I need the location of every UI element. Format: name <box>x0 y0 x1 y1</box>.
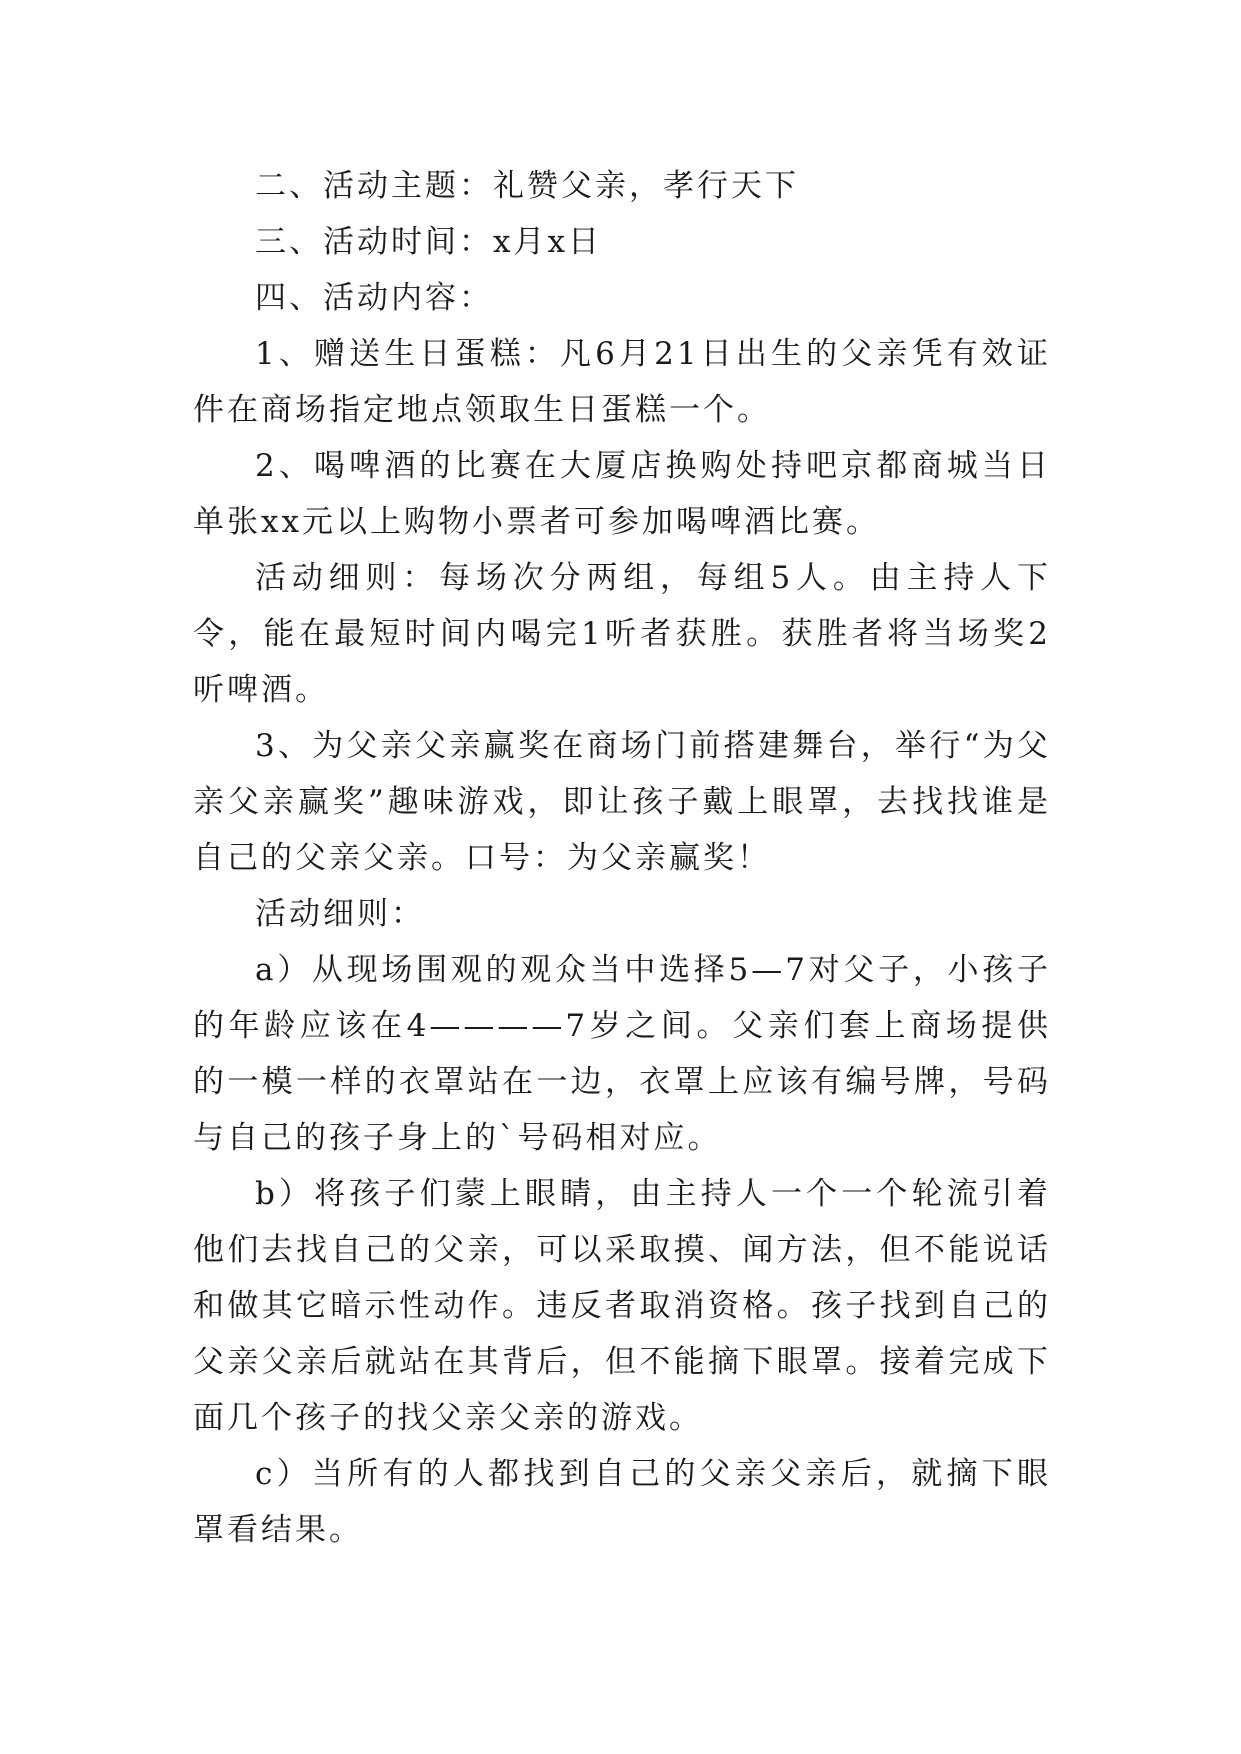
paragraph-rule-a: a）从现场围观的观众当中选择5—7对父子，小孩子的年龄应该在4————7岁之间。父亲们套上商场提供的一模一样的衣罩站在一边，衣罩上应该有编号牌，号码与自己的孩子身上的`号码相对应。 <box>193 952 1051 1156</box>
paragraph-activity-theme: 二、活动主题：礼赞父亲，孝行天下 <box>255 168 799 204</box>
paragraph-rule-c: c）当所有的人都找到自己的父亲父亲后，就摘下眼罩看结果。 <box>193 1456 1051 1548</box>
paragraph-beer-contest: 2、喝啤酒的比赛在大厦店换购处持吧京都商城当日单张xx元以上购物小票者可参加喝啤酒比赛。 <box>193 448 1051 540</box>
paragraph-activity-time: 三、活动时间：x月x日 <box>255 224 602 260</box>
paragraph-activity-content-heading: 四、活动内容： <box>255 280 493 316</box>
paragraph-find-father-game: 3、为父亲父亲赢奖在商场门前搭建舞台，举行“为父亲父亲赢奖”趣味游戏，即让孩子戴上眼罩，去找找谁是自己的父亲父亲。口号：为父亲赢奖！ <box>193 728 1051 876</box>
paragraph-rule-b: b）将孩子们蒙上眼睛，由主持人一个一个轮流引着他们去找自己的父亲，可以采取摸、闻方法，但不能说话和做其它暗示性动作。违反者取消资格。孩子找到自己的父亲父亲后就站在其背后，但不能摘下眼罩。接着完成下面几个孩子的找父亲父亲的游戏。 <box>193 1176 1051 1436</box>
paragraph-birthday-cake: 1、赠送生日蛋糕：凡6月21日出生的父亲凭有效证件在商场指定地点领取生日蛋糕一个。 <box>193 336 1051 428</box>
paragraph-beer-rules: 活动细则：每场次分两组，每组5人。由主持人下令，能在最短时间内喝完1听者获胜。获胜者将当场奖2听啤酒。 <box>193 560 1051 708</box>
paragraph-rules-heading: 活动细则： <box>255 896 425 932</box>
document-body <box>193 158 1051 1558</box>
